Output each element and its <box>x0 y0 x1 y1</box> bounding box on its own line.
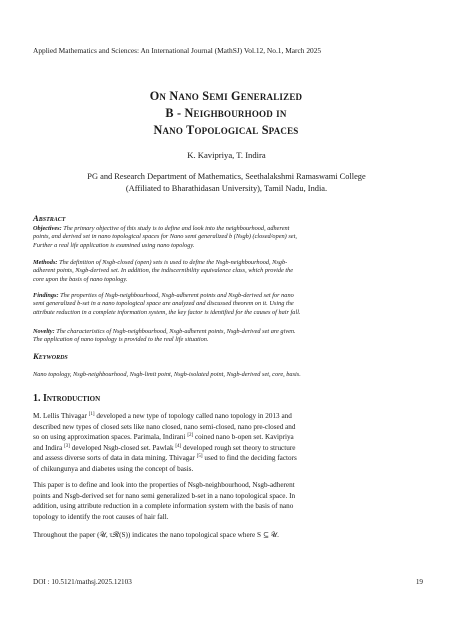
abstract-heading: Abstract <box>33 213 66 223</box>
intro-line-5: and assess diverse sorts of data in data mining. Thivagar [5] used to find the deciding factors <box>33 454 297 463</box>
intro-line-1: M. Lellis Thivagar [1] developed a new type of topology called nano topology in 2013 and <box>33 412 292 420</box>
keywords-heading: Keywords <box>33 351 68 361</box>
title-line-2: B - Neighbourhood in <box>165 106 287 120</box>
objectives-label: Objectives: <box>33 225 62 232</box>
intro-line-2: described new types of closed sets like nano closed, nano semi-closed, nano pre-closed and <box>33 422 296 431</box>
para2-line-2: points and Nsgb-derived set for nano semi generalized b-set in a nano topological space. In <box>33 491 296 500</box>
methods-line-2: adherent points, Nsgb-derived set. In addition, the indiscernibility equivalence class, which provide the <box>33 267 294 275</box>
objectives-line-3: Further a real life application is examined using nano topology. <box>33 241 195 249</box>
introduction-heading: 1. Introduction <box>33 393 101 404</box>
page-footer <box>33 578 423 586</box>
findings-line-3: attribute reduction in a complete information system, the key factor is identified for the causes of hair fall. <box>33 308 301 316</box>
title-line-1: On Nano Semi Generalized <box>149 89 303 103</box>
abstract-objectives <box>33 225 421 250</box>
novelty-line-1: The characteristics of Nsgb-neighbourhood, Nsgb-adherent points, Nsgb-derived set are given. <box>54 328 296 335</box>
keywords-text: Nano topology, Nsgb-neighbourhood, Nsgb-limit point, Nsgb-isolated point, Nsgb-derived set, core, basis. <box>33 371 301 378</box>
findings-label: Findings: <box>33 292 59 299</box>
journal-header: Applied Mathematics and Sciences: An International Journal (MathSJ) Vol.12, No.1, March 2025 <box>33 46 322 55</box>
authors: K. Kavipriya, T. Indira <box>187 150 266 160</box>
paper-title <box>26 88 426 139</box>
novelty-line-2: The application of nano topology is provided to the real life situation. <box>33 336 209 344</box>
affiliation <box>20 171 433 195</box>
para2-line-3: addition, using attribute reduction in a complete information system with the basis of nano <box>33 502 294 511</box>
intro-paragraph-2 <box>33 480 423 522</box>
methods-label: Methods: <box>33 259 58 266</box>
intro-paragraph-1 <box>33 411 423 475</box>
page-number: 19 <box>415 578 423 586</box>
methods-line-3: core upon the basis of nano topology. <box>33 275 128 283</box>
citation-ref: [3] <box>64 443 70 449</box>
intro-line-6: of chikungunya and diabetes using the concept of basis. <box>33 464 194 473</box>
intro-line-3: so on using approximation spaces. Parimala, Indirani [2] coined nano b-open set. Kavipriya <box>33 433 294 442</box>
objectives-line-2: points, and derived set in nano topological spaces for Nano semi generalized b (Nsgb) (closed/open) set, <box>33 233 297 241</box>
para2-line-4: topology to identify the root causes of hair fall. <box>33 512 169 521</box>
objectives-line-1: The primary objective of this study is to define and look into the neighbourhood, adherent <box>61 225 290 232</box>
citation-ref: [1] <box>88 412 95 417</box>
findings-line-1: The properties of Nsgb-neighbourhood, Nsgb-adherent points and Nsgb-derived set for nano <box>58 292 294 299</box>
title-line-3: Nano Topological Spaces <box>153 123 299 137</box>
para2-line-1: This paper is to define and look into the properties of Nsgb-neighbourhood, Nsgb-adherent <box>33 481 295 489</box>
novelty-label: Novelty: <box>33 328 55 335</box>
methods-line-1: The definition of Nsgb-closed (open) sets is used to define the Nsgb-neighbourhood, Nsgb- <box>57 259 288 266</box>
citation-ref: [4] <box>175 443 182 449</box>
intro-paragraph-3 <box>33 530 423 541</box>
affiliation-line-1: PG and Research Department of Mathematics, Seethalakshmi Ramaswami College <box>87 172 366 181</box>
doi: DOI : 10.5121/mathsj.2025.12103 <box>33 578 132 586</box>
intro-line-4: and Indira [3] developed Nsgb-closed set. Pawlak [4] developed rough set theory to structure <box>33 443 296 452</box>
affiliation-line-2: (Affiliated to Bharathidasan University), Tamil Nadu, India. <box>125 184 328 193</box>
citation-ref: [2] <box>187 433 194 439</box>
para3-line-1: Throughout the paper (𝒰, τ𝓡(S)) indicates the nano topological space where S ⊆ 𝒰. <box>33 531 279 539</box>
abstract-novelty <box>33 328 421 345</box>
citation-ref: [5] <box>196 454 203 460</box>
abstract-findings <box>33 292 421 317</box>
abstract-methods <box>33 259 421 284</box>
findings-line-2: semi generalized b-set in a nano topological space are analyzed and discussed theorem on it. Using the <box>33 300 294 308</box>
